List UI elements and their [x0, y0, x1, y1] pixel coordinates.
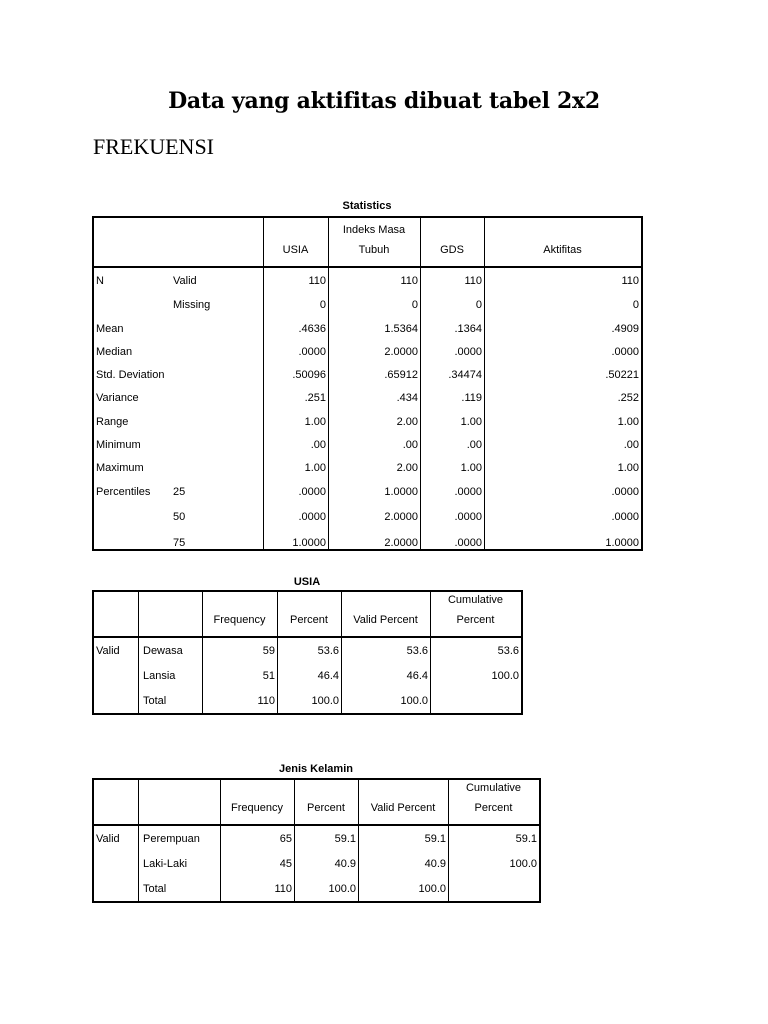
table-cell: 100.0	[311, 694, 339, 707]
statistics-table	[92, 216, 643, 551]
table-row	[94, 456, 641, 479]
table-row	[94, 663, 521, 688]
row-sublabel	[171, 340, 263, 363]
header-cell: Percent	[290, 614, 328, 626]
jenis-kelamin-frequency-table	[92, 778, 541, 903]
header-line-2: Percent	[456, 614, 495, 626]
table-cell: .0000	[611, 485, 639, 498]
row-sublabel: Lansia	[143, 669, 176, 682]
header-cell: Percent	[307, 802, 345, 814]
table-cell: .4636	[298, 322, 326, 335]
table-cell: 100.0	[509, 857, 537, 870]
table-cell: 2.0000	[384, 345, 418, 358]
section-heading: FREKUENSI	[93, 134, 215, 159]
table-row	[94, 268, 641, 293]
row-sublabel: 75	[173, 536, 186, 549]
table-cell: .119	[461, 392, 482, 404]
table-cell: 59	[262, 644, 275, 657]
table-row	[94, 386, 641, 410]
table-cell: .0000	[454, 536, 482, 549]
table-cell: 1.00	[617, 461, 639, 474]
table-cell: 1.00	[460, 415, 482, 428]
row-label: Maximum	[96, 461, 144, 474]
table-row	[94, 638, 521, 663]
table-cell: 2.0000	[384, 511, 418, 523]
table-row	[94, 504, 641, 530]
table-cell: 1.0000	[384, 485, 418, 498]
table-cell: 100.0	[418, 882, 446, 895]
table-cell: 40.9	[424, 857, 446, 870]
table-cell: 59.1	[424, 832, 446, 845]
table-cell: 1.0000	[605, 536, 639, 549]
table-cell: 100.0	[400, 694, 428, 707]
header-line-2: Percent	[474, 802, 513, 814]
table-cell: .00	[402, 438, 418, 451]
table-cell: .00	[623, 438, 639, 451]
row-sublabel: 50	[173, 511, 186, 523]
table-cell: 2.00	[396, 415, 418, 428]
row-sublabel: Total	[143, 882, 167, 895]
row-sublabel	[171, 456, 263, 479]
table-cell: 46.4	[317, 669, 339, 682]
table-cell: 46.4	[406, 669, 428, 682]
table-cell: 40.9	[334, 857, 356, 870]
table-cell: .0000	[298, 485, 326, 498]
table-row	[94, 479, 641, 504]
row-label	[94, 851, 138, 876]
table-cell: .0000	[454, 345, 482, 358]
table-cell: .252	[617, 392, 639, 404]
table-row	[94, 293, 641, 317]
row-sublabel: Dewasa	[143, 644, 183, 657]
table-cell: 1.00	[617, 415, 639, 428]
row-label: Median	[96, 345, 133, 358]
header-cumulative-percent	[430, 592, 521, 636]
table-row	[94, 410, 641, 433]
row-sublabel: Perempuan	[143, 832, 200, 845]
table-cell: 53.6	[497, 644, 519, 657]
table-cell: 110	[400, 274, 418, 287]
table-cell: 100.0	[491, 669, 519, 682]
table-cell: .50096	[292, 368, 326, 381]
row-label: Range	[96, 415, 129, 428]
table-cell: 110	[308, 274, 326, 287]
row-sublabel: Missing	[173, 299, 211, 311]
table-cell: 110	[257, 694, 275, 707]
table-cell: 45	[279, 857, 292, 870]
table-cell: .0000	[454, 511, 482, 523]
header-line-1: Cumulative	[447, 594, 504, 606]
table-cell: 2.00	[396, 461, 418, 474]
row-label: Std. Deviation	[96, 368, 165, 381]
table-row	[94, 317, 641, 340]
table-cell: 110	[274, 882, 292, 895]
table-cell: 0	[411, 299, 418, 311]
table-cell: 2.0000	[384, 536, 418, 549]
row-sublabel: Total	[143, 694, 167, 707]
table-cell: 0	[319, 299, 326, 311]
header-cell: Valid Percent	[353, 614, 418, 626]
row-label	[94, 876, 138, 901]
table-cell: 1.00	[304, 461, 326, 474]
table-cell: .0000	[298, 345, 326, 358]
table-cell: .1364	[454, 322, 482, 335]
table-cell: 59.1	[334, 832, 356, 845]
table-cell: .00	[310, 438, 326, 451]
table-cell: .34474	[448, 368, 482, 381]
table-cell: 53.6	[406, 644, 428, 657]
usia-frequency-table	[92, 590, 523, 715]
document-title: Data yang aktifitas dibuat tabel 2x2	[168, 88, 600, 114]
row-sublabel	[171, 386, 263, 410]
row-label	[94, 504, 171, 530]
table-row	[94, 876, 539, 901]
row-sublabel: Laki-Laki	[143, 857, 188, 870]
usia-caption: USIA	[293, 576, 321, 588]
table-row	[94, 530, 641, 555]
table-cell: 1.00	[304, 415, 326, 428]
row-label	[94, 530, 171, 555]
row-label: Valid	[96, 832, 120, 845]
table-cell: 100.0	[328, 882, 356, 895]
header-cell: Valid Percent	[370, 802, 436, 814]
row-sublabel	[171, 410, 263, 433]
header-line-1: Indeks Masa	[342, 224, 406, 236]
row-label	[94, 663, 138, 688]
header-aktifitas: Aktifitas	[543, 244, 582, 256]
jenis-kelamin-caption: Jenis Kelamin	[279, 763, 353, 775]
row-label: N	[96, 274, 104, 287]
table-cell: 53.6	[317, 644, 339, 657]
table-cell	[430, 688, 521, 713]
table-cell: 110	[621, 274, 639, 287]
header-usia: USIA	[282, 244, 309, 256]
table-header-row	[94, 218, 641, 266]
table-cell: .434	[396, 392, 418, 404]
row-label	[94, 293, 171, 317]
table-row	[94, 826, 539, 851]
header-line-1: Cumulative	[465, 782, 522, 794]
table-cell: .0000	[611, 345, 639, 358]
table-row	[94, 851, 539, 876]
table-header-row	[94, 592, 521, 636]
table-cell: 51	[262, 669, 275, 682]
table-cell: 1.0000	[292, 536, 326, 549]
header-gds: GDS	[440, 244, 464, 256]
row-label: Percentiles	[96, 485, 151, 498]
table-cell: .00	[466, 438, 482, 451]
table-cell: 1.00	[460, 461, 482, 474]
row-label: Minimum	[96, 438, 141, 451]
table-cell: .251	[304, 392, 326, 404]
table-row	[94, 340, 641, 363]
table-cell	[448, 876, 539, 901]
row-sublabel	[171, 317, 263, 340]
table-cell: .0000	[298, 511, 326, 523]
table-cell: 65	[279, 832, 292, 845]
table-cell: .65912	[384, 368, 418, 381]
table-cell: .0000	[611, 511, 639, 523]
row-sublabel: 25	[173, 485, 186, 498]
header-cumulative-percent	[448, 780, 539, 824]
table-cell: .50221	[605, 368, 639, 381]
header-cell: Frequency	[213, 614, 266, 626]
table-cell: .0000	[454, 485, 482, 498]
table-cell: 59.1	[515, 832, 537, 845]
row-sublabel: Valid	[173, 274, 197, 287]
table-cell: 110	[464, 274, 482, 287]
table-row	[94, 363, 641, 386]
header-indeks-masa-tubuh	[328, 218, 420, 266]
row-label: Valid	[96, 644, 120, 657]
table-cell: .4909	[611, 322, 639, 335]
table-header-row	[94, 780, 539, 824]
table-row	[94, 688, 521, 713]
statistics-caption: Statistics	[342, 200, 392, 212]
header-cell: Frequency	[231, 802, 283, 814]
row-label	[94, 688, 138, 713]
row-sublabel	[171, 363, 263, 386]
table-cell: 0	[475, 299, 482, 311]
table-row	[94, 433, 641, 456]
table-cell: 0	[632, 299, 639, 311]
row-label: Variance	[96, 392, 139, 404]
row-label: Mean	[96, 322, 124, 335]
header-line-2: Tubuh	[358, 244, 390, 256]
table-cell: 1.5364	[384, 322, 418, 335]
row-sublabel	[171, 433, 263, 456]
